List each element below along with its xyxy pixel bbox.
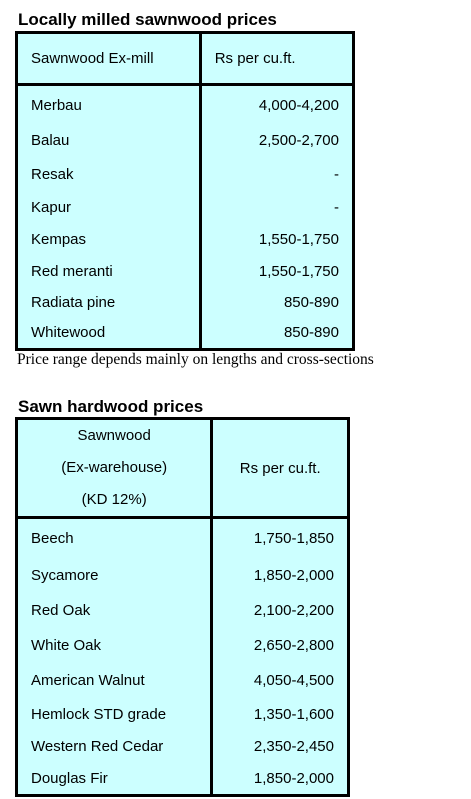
table-row bbox=[17, 763, 349, 796]
table1-title: Locally milled sawnwood prices bbox=[18, 10, 277, 29]
wood-price: - bbox=[200, 192, 353, 224]
wood-price: 850-890 bbox=[200, 318, 353, 350]
wood-name: Douglas Fir bbox=[31, 769, 108, 787]
wood-name: Resak bbox=[31, 165, 74, 183]
wood-price: 1,850-2,000 bbox=[212, 763, 349, 796]
wood-price: 2,500-2,700 bbox=[200, 125, 353, 157]
wood-price: 1,550-1,750 bbox=[200, 256, 353, 287]
wood-price: 4,000-4,200 bbox=[200, 85, 353, 125]
wood-name: Red meranti bbox=[31, 262, 113, 280]
wood-name: White Oak bbox=[31, 637, 102, 654]
wood-name: Kempas bbox=[31, 231, 87, 248]
wood-name: Balau bbox=[31, 132, 70, 149]
price-range-note: Price range depends mainly on lengths and cross-sections bbox=[17, 351, 374, 368]
wood-name: Hemlock STD grade bbox=[31, 705, 167, 723]
wood-name: Red Oak bbox=[31, 601, 91, 619]
table-row bbox=[17, 593, 349, 628]
wood-name: Sycamore bbox=[31, 566, 99, 584]
wood-price: 1,550-1,750 bbox=[200, 224, 353, 256]
wood-price: - bbox=[200, 157, 353, 192]
wood-name: Radiata pine bbox=[31, 293, 116, 311]
wood-name: American Walnut bbox=[31, 672, 145, 689]
table-row bbox=[17, 518, 349, 558]
wood-price: 2,100-2,200 bbox=[212, 593, 349, 628]
table-row bbox=[17, 731, 349, 763]
wood-name: Beech bbox=[31, 529, 74, 547]
wood-name: Whitewood bbox=[31, 324, 106, 342]
column-header-price: Rs per cu.ft. bbox=[212, 419, 349, 518]
sawnwood-price-table bbox=[15, 31, 355, 351]
column-header-sawnwood bbox=[17, 419, 212, 518]
table2-title: Sawn hardwood prices bbox=[18, 397, 204, 416]
table-header-row bbox=[17, 33, 354, 85]
table-row bbox=[17, 85, 354, 125]
table-row bbox=[17, 628, 349, 664]
table-row bbox=[17, 192, 354, 224]
wood-name: Western Red Cedar bbox=[31, 738, 164, 755]
table-row bbox=[17, 664, 349, 698]
table-row bbox=[17, 256, 354, 287]
header-line: (KD 12%) bbox=[81, 491, 147, 508]
table-row bbox=[17, 157, 354, 192]
wood-price: 1,350-1,600 bbox=[212, 698, 349, 731]
table-row bbox=[17, 287, 354, 318]
table-row bbox=[17, 224, 354, 256]
header-line: (Ex-warehouse) bbox=[61, 459, 168, 476]
table-row bbox=[17, 125, 354, 157]
wood-name: Merbau bbox=[31, 96, 82, 114]
table-row bbox=[17, 558, 349, 593]
column-header-sawnwood: Sawnwood Ex-mill bbox=[17, 33, 201, 85]
table-row bbox=[17, 698, 349, 731]
wood-price: 4,050-4,500 bbox=[212, 664, 349, 698]
column-header-price: Rs per cu.ft. bbox=[200, 33, 353, 85]
wood-price: 1,750-1,850 bbox=[212, 518, 349, 558]
table-header-row bbox=[17, 419, 349, 518]
header-line: Sawnwood bbox=[77, 427, 151, 444]
wood-name: Kapur bbox=[31, 199, 72, 216]
wood-price: 1,850-2,000 bbox=[212, 558, 349, 593]
wood-price: 2,350-2,450 bbox=[212, 731, 349, 763]
hardwood-price-table bbox=[15, 417, 350, 797]
wood-price: 850-890 bbox=[200, 287, 353, 318]
table-row bbox=[17, 318, 354, 350]
wood-price: 2,650-2,800 bbox=[212, 628, 349, 664]
